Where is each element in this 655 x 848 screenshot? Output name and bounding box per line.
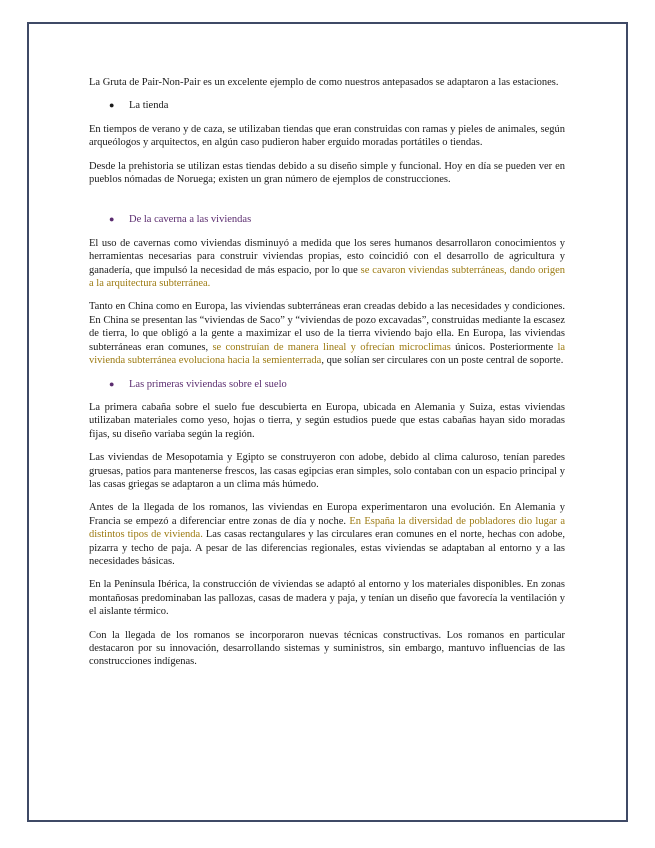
text-run: Las casas rectangulares y las circulares eran comunes en el norte, hechas con adobe, pizarra y techo de paja. A pesar de las diferencias regionales, estas viviendas se adaptaban al entorno y a las necesidades básicas. xyxy=(89,529,565,567)
paragraph-subterraneas xyxy=(89,300,565,367)
highlighted-text: la vivienda subterránea evoluciona hacia la semienterrada xyxy=(89,341,566,367)
text-run: Tanto en China como en Europa, las viviendas subterráneas eran creadas debido a las necesidades y condiciones. En China se presentan las “viviendas de Saco” y “viviendas de pozo excavadas”, construidas mediante la escasez de tierra, lo que obligó a la gente a maximizar el uso de la tierra viviendo bajo ella. En Europa, las viviendas subterráneas eran comunes, xyxy=(89,301,565,353)
highlighted-text: En España la diversidad de pobladores dio lugar a distintos tipos de vivienda. xyxy=(89,515,565,541)
paragraph-tiendas-1: En tiempos de verano y de caza, se utilizaban tiendas que eran construidas con ramas y pieles de animales, según arqueólogos y arquitectos, en algún caso pudieron haber erguido moradas portátiles o tiendas. xyxy=(89,123,565,149)
heading-primeras-viviendas xyxy=(89,378,565,391)
text-run: Antes de la llegada de los romanos, las viviendas en Europa experimentaron una evolución. En Alemania y Francia se empezó a diferenciar entre zonas de día y noche. xyxy=(89,502,565,527)
heading-caverna xyxy=(89,213,565,226)
paragraph-cabana: La primera cabaña sobre el suelo fue descubierta en Europa, ubicada en Alemania y Suiza, estas viviendas utilizaban materiales como yeso, hojas o tierra, y según estudios puede que estas cabañas hayan sido moradas fijas, su diseño variaba según la región. xyxy=(89,401,565,440)
bullet-icon: ● xyxy=(109,378,115,389)
paragraph-cavernas xyxy=(89,237,565,291)
intro-paragraph: La Gruta de Pair-Non-Pair es un excelente ejemplo de como nuestros antepasados se adaptaron a las estaciones. xyxy=(89,77,559,88)
highlighted-text: se construían de manera lineal y ofrecían microclimas xyxy=(212,341,451,353)
heading-text: Las primeras viviendas sobre el suelo xyxy=(129,378,287,390)
text-run: El uso de cavernas como viviendas disminuyó a medida que los seres humanos desarrollaron conocimientos y herramientas necesarias para construir viviendas propias, esto coincidió con el desarrollo de agricultura y ganadería, que impulsó la necesidad de más espacio, por lo que xyxy=(89,237,565,276)
bullet-icon: ● xyxy=(109,214,115,225)
paragraph-europa xyxy=(89,501,565,568)
bullet-icon: ● xyxy=(109,100,115,111)
text-run: , que solían ser circulares con un poste central de soporte. xyxy=(321,355,564,367)
paragraph-mesopotamia: Las viviendas de Mesopotamia y Egipto se construyeron con adobe, debido al clima caluroso, tenían paredes gruesas, patios para mantenerse frescos, las casas egipcias eran simples, solo contaban con un espacio principal y las casas griegas se adaptaron a un clima más húmedo. xyxy=(89,452,565,490)
text-run: únicos. Posteriormente xyxy=(450,341,558,353)
paragraph-tiendas-2: Desde la prehistoria se utilizan estas tiendas debido a su diseño simple y funcional. Hoy en día se pueden ver en pueblos nómadas de Noruega; existen un gran número de ejemplos de construcciones. xyxy=(89,160,565,186)
heading-text: De la caverna a las viviendas xyxy=(129,214,252,226)
document-body xyxy=(89,76,565,679)
heading-text: La tienda xyxy=(129,100,169,112)
heading-la-tienda xyxy=(89,99,565,112)
paragraph-romanos: Con la llegada de los romanos se incorporaron nuevas técnicas constructivas. Los romanos en particular destacaron por su innovación, desarrollando sistemas y suministros, sin embargo, mantuvo influencias de las construcciones indígenas. xyxy=(89,629,565,668)
paragraph-iberica: En la Península Ibérica, la construcción de viviendas se adaptó al entorno y los materiales disponibles. En zonas montañosas predominaban las pallozas, casas de madera y paja, y tenían un diseño que favorecía la ventilación y el aislante térmico. xyxy=(89,579,565,618)
highlighted-text: se cavaron viviendas subterráneas, dando origen a la arquitectura subterránea. xyxy=(89,264,565,290)
